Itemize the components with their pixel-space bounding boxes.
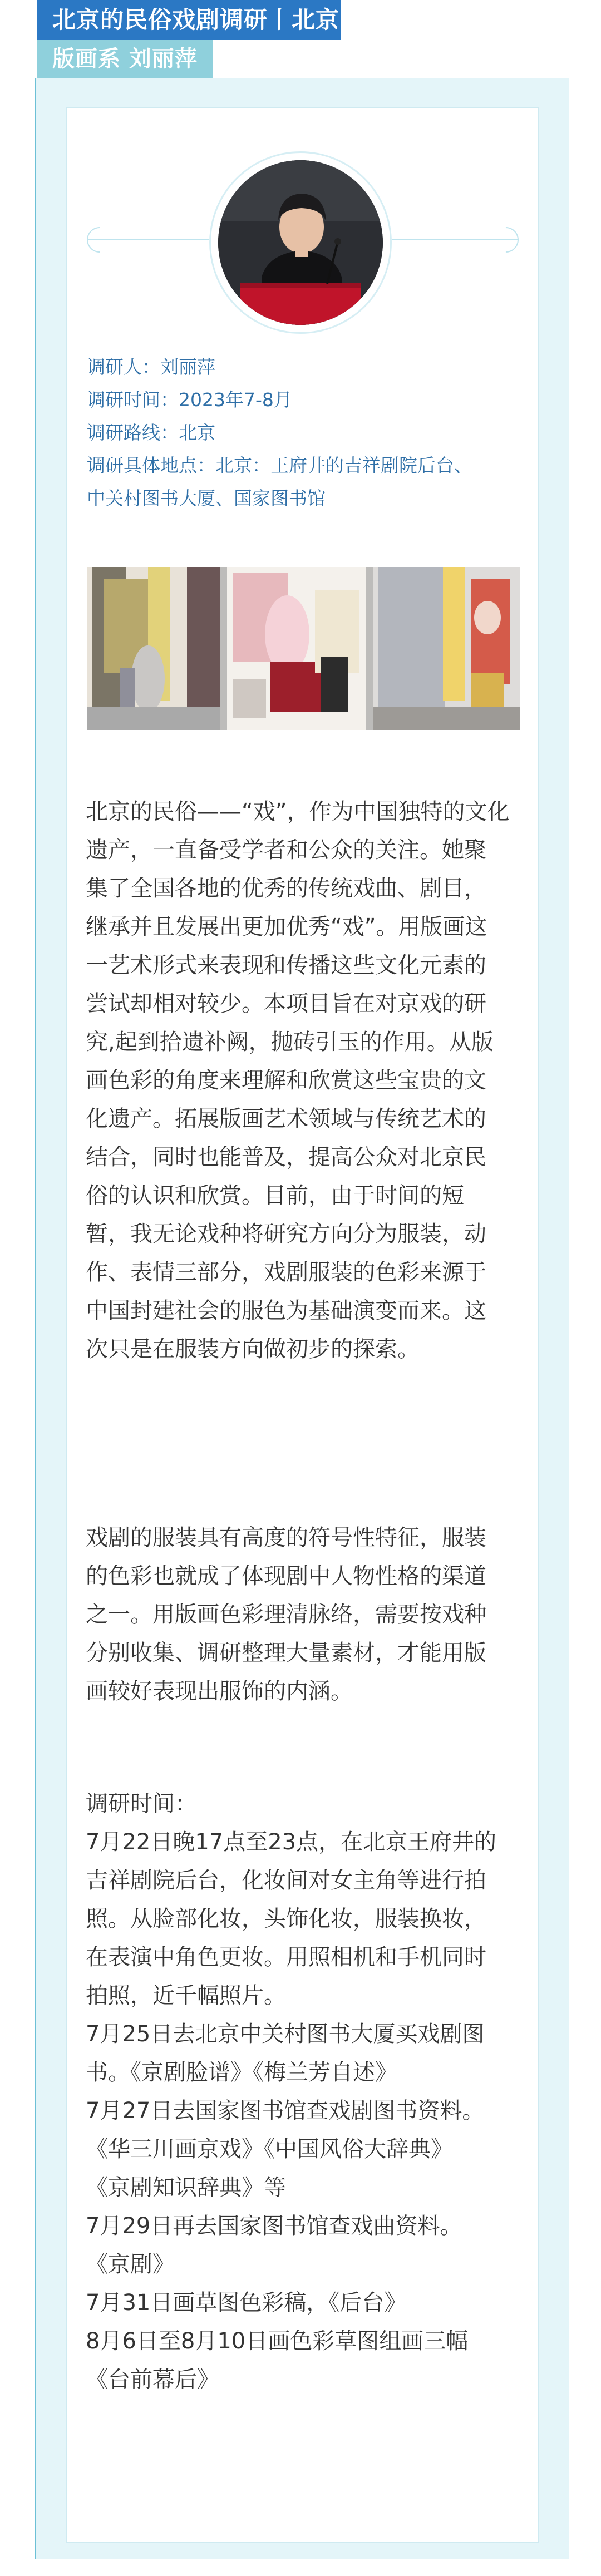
research-info — [87, 351, 521, 515]
intro-line: 作、表情三部分，戏剧服装的色彩来源于 — [86, 1260, 486, 1285]
intro-line: 次只是在服装方向做初步的探索。 — [86, 1336, 420, 1362]
intro-line: 俗的认识和欣赏。目前，由于时间的短 — [86, 1183, 464, 1208]
schedule-line: 7月22日晚17点至23点，在北京王府井的 — [86, 1829, 497, 1855]
schedule-heading: 调研时间： — [86, 1791, 197, 1817]
costume-line: 之一。用版画色彩理清脉络，需要按戏种 — [86, 1602, 486, 1627]
artwork-illustration — [87, 567, 520, 730]
artwork-triptych-image — [87, 567, 520, 730]
intro-line: 中国封建社会的服色为基础演变而来。这 — [86, 1298, 486, 1324]
research-schedule — [86, 1785, 520, 2399]
intro-line: 遗产，一直备受学者和公众的关注。她聚 — [86, 837, 486, 863]
schedule-line: 《台前幕后》 — [86, 2367, 219, 2392]
intro-line: 继承并且发展出更加优秀“戏”。用版画这 — [86, 914, 487, 940]
schedule-line: 7月31日画草图色彩稿，《后台》 — [86, 2290, 407, 2316]
intro-line: 画色彩的角度来理解和欣赏这些宝贵的文 — [86, 1068, 486, 1093]
costume-line: 分别收集、调研整理大量素材，才能用版 — [86, 1640, 486, 1666]
costume-line: 的色彩也就成了体现剧中人物性格的渠道 — [86, 1563, 486, 1589]
schedule-line: 吉祥剧院后台，化妆间对女主角等进行拍 — [86, 1868, 486, 1893]
costume-paragraph — [86, 1519, 520, 1711]
intro-line: 一艺术形式来表现和传播这些文化元素的 — [86, 953, 486, 978]
speaker-photo — [218, 160, 383, 325]
costume-line: 戏剧的服装具有高度的符号性特征，服装 — [86, 1525, 486, 1551]
schedule-line: 《京剧》 — [86, 2252, 175, 2277]
schedule-line: 拍照，近千幅照片。 — [86, 1983, 286, 2009]
schedule-line: 照。从脸部化妆，头饰化妆，服装换妆， — [86, 1906, 486, 1932]
intro-line: 暂，我无论戏种将研究方向分为服装，动 — [86, 1221, 486, 1247]
intro-line: 结合，同时也能普及，提高公众对北京民 — [86, 1144, 486, 1170]
intro-line: 北京的民俗——“戏”，作为中国独特的文化 — [86, 799, 510, 825]
schedule-line: 7月29日再去国家图书馆查戏曲资料。 — [86, 2213, 462, 2239]
research-place-line: 调研具体地点：北京：王府井的吉祥剧院后台、 — [87, 455, 472, 476]
research-place-line-cont: 中关村图书大厦、国家图书馆 — [87, 487, 326, 509]
schedule-line: 在表演中角色更妆。用照相机和手机同时 — [86, 1945, 486, 1970]
article-title: 北京的民俗戏剧调研丨北京 — [37, 0, 341, 40]
research-time-line: 调研时间：2023年7-8月 — [87, 389, 292, 411]
researcher-line: 调研人：刘丽萍 — [87, 356, 215, 378]
intro-line: 尝试却相对较少。本项目旨在对京戏的研 — [86, 991, 486, 1016]
schedule-line: 《华三川画京戏》《中国风俗大辞典》 — [86, 2136, 453, 2162]
avatar — [218, 160, 383, 325]
schedule-line: 《京剧知识辞典》等 — [86, 2175, 286, 2200]
author-department: 版画系 刘丽萍 — [37, 40, 213, 78]
intro-line: 究,起到拾遗补阙，抛砖引玉的作用。从版 — [86, 1029, 494, 1055]
schedule-line: 8月6日至8月10日画色彩草图组画三幅 — [86, 2328, 469, 2354]
intro-line: 化遗产。拓展版画艺术领域与传统艺术的 — [86, 1106, 486, 1132]
intro-line: 集了全国各地的优秀的传统戏曲、剧目， — [86, 876, 486, 901]
schedule-line: 7月27日去国家图书馆查戏剧图书资料。 — [86, 2098, 485, 2124]
costume-line: 画较好表现出服饰的内涵。 — [86, 1679, 353, 1704]
research-route-line: 调研路线：北京 — [87, 422, 215, 443]
schedule-line: 7月25日去北京中关村图书大厦买戏剧图 — [86, 2021, 485, 2047]
schedule-line: 书。《京剧脸谱》《梅兰芳自述》 — [86, 2060, 397, 2085]
intro-paragraph — [86, 793, 520, 1369]
